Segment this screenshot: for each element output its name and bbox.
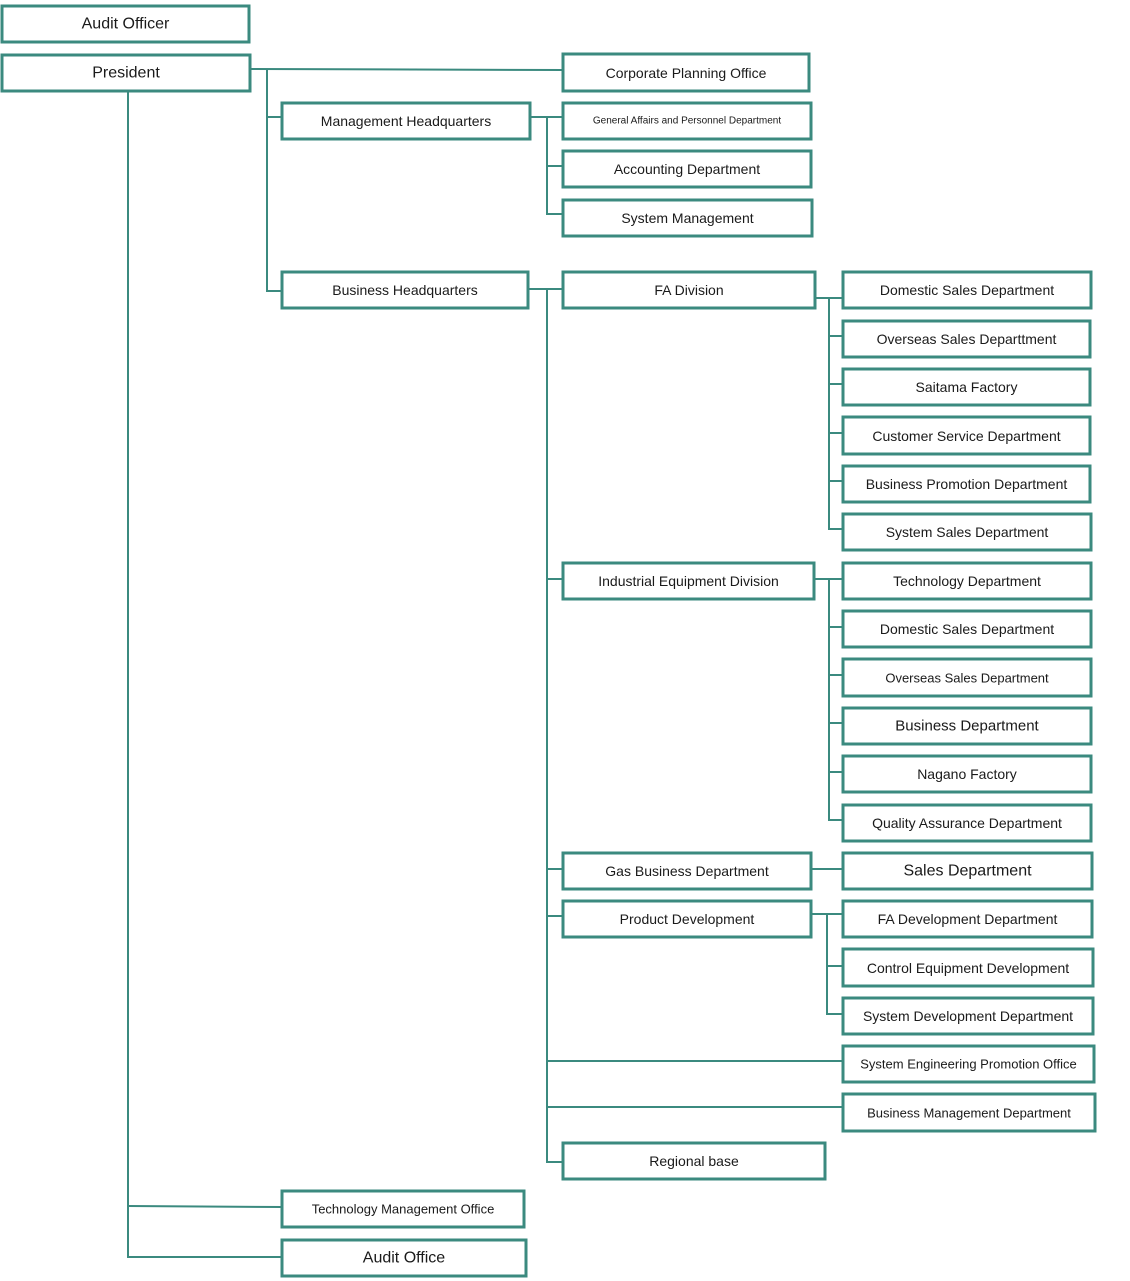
node-label: System Development Department xyxy=(862,1008,1074,1024)
connector-line xyxy=(250,69,563,70)
node-ie-domestic-sales xyxy=(843,611,1091,647)
connector-line xyxy=(128,91,282,1257)
node-system-development xyxy=(843,998,1093,1034)
node-label: Accounting Department xyxy=(613,161,761,177)
node-label: System Management xyxy=(621,210,754,226)
node-label: Nagano Factory xyxy=(917,766,1017,782)
node-label: Business Management Department xyxy=(867,1105,1071,1121)
node-technology-department xyxy=(843,563,1091,599)
node-label: Technology Management Office xyxy=(311,1201,495,1217)
node-label: Domestic Sales Department xyxy=(879,282,1055,298)
node-label: Sales Department xyxy=(903,862,1032,880)
node-label: Business Department xyxy=(895,717,1039,735)
connector-line xyxy=(829,579,843,820)
node-business-promotion xyxy=(843,466,1090,502)
node-label: System Sales Department xyxy=(885,524,1049,540)
connector-lines xyxy=(128,69,843,1257)
node-general-affairs-personnel xyxy=(563,103,811,139)
node-product-development xyxy=(563,901,811,937)
node-system-engineering-promotion xyxy=(843,1046,1094,1082)
node-label: System Engineering Promotion Office xyxy=(860,1056,1077,1072)
node-label: Management Headquarters xyxy=(320,113,492,129)
node-technology-management-office xyxy=(282,1191,524,1227)
node-label: FA Division xyxy=(654,282,724,298)
node-label: Audit Officer xyxy=(81,15,170,33)
node-president xyxy=(2,55,250,91)
node-label: Corporate Planning Office xyxy=(605,65,767,81)
node-label: Customer Service Department xyxy=(872,428,1061,444)
node-fa-division xyxy=(563,272,815,308)
connector-line xyxy=(827,914,843,1014)
node-audit-office xyxy=(282,1240,526,1276)
node-fa-overseas-sales xyxy=(843,321,1090,357)
node-label: Industrial Equipment Division xyxy=(598,573,779,589)
node-ie-overseas-sales xyxy=(843,659,1091,696)
node-label: Saitama Factory xyxy=(915,379,1018,395)
node-label: Business Promotion Department xyxy=(865,476,1068,492)
node-audit-officer xyxy=(2,6,249,42)
node-label: Product Development xyxy=(619,911,755,927)
node-gas-business-department xyxy=(563,853,811,889)
node-label: Quality Assurance Department xyxy=(872,815,1062,831)
node-regional-base xyxy=(563,1143,825,1179)
node-nagano-factory xyxy=(843,756,1091,792)
node-fa-development xyxy=(843,901,1092,937)
node-label: Overseas Sales Departtment xyxy=(876,331,1057,347)
node-business-headquarters xyxy=(282,272,528,308)
connector-line xyxy=(829,298,843,529)
node-label: Overseas Sales Department xyxy=(885,670,1049,686)
connector-line xyxy=(267,69,282,291)
node-label: General Affairs and Personnel Department xyxy=(592,115,782,127)
node-label: Gas Business Department xyxy=(605,863,769,879)
node-label: Audit Office xyxy=(362,1249,446,1267)
node-control-equipment-development xyxy=(843,949,1093,986)
node-label: Business Headquarters xyxy=(332,282,478,298)
node-system-management xyxy=(563,200,812,236)
node-business-management-department xyxy=(843,1094,1095,1131)
node-gas-sales-department xyxy=(843,853,1092,889)
node-label: Domestic Sales Department xyxy=(879,621,1055,637)
node-industrial-equipment-division xyxy=(563,563,814,599)
node-label: President xyxy=(92,64,160,82)
node-label: Control Equipment Development xyxy=(866,960,1070,976)
node-quality-assurance xyxy=(843,805,1091,841)
node-label: Technology Department xyxy=(893,573,1041,589)
connector-line xyxy=(547,289,563,1162)
node-corporate-planning-office xyxy=(563,54,809,91)
node-system-sales xyxy=(843,514,1091,550)
node-management-headquarters xyxy=(282,103,530,139)
node-label: FA Development Department xyxy=(877,911,1058,927)
connector-line xyxy=(128,1206,282,1207)
node-customer-service xyxy=(843,417,1090,454)
node-saitama-factory xyxy=(843,369,1090,405)
node-fa-domestic-sales xyxy=(843,272,1091,308)
node-label: Regional base xyxy=(649,1153,739,1169)
node-accounting-department xyxy=(563,151,811,187)
node-business-department xyxy=(843,708,1091,744)
